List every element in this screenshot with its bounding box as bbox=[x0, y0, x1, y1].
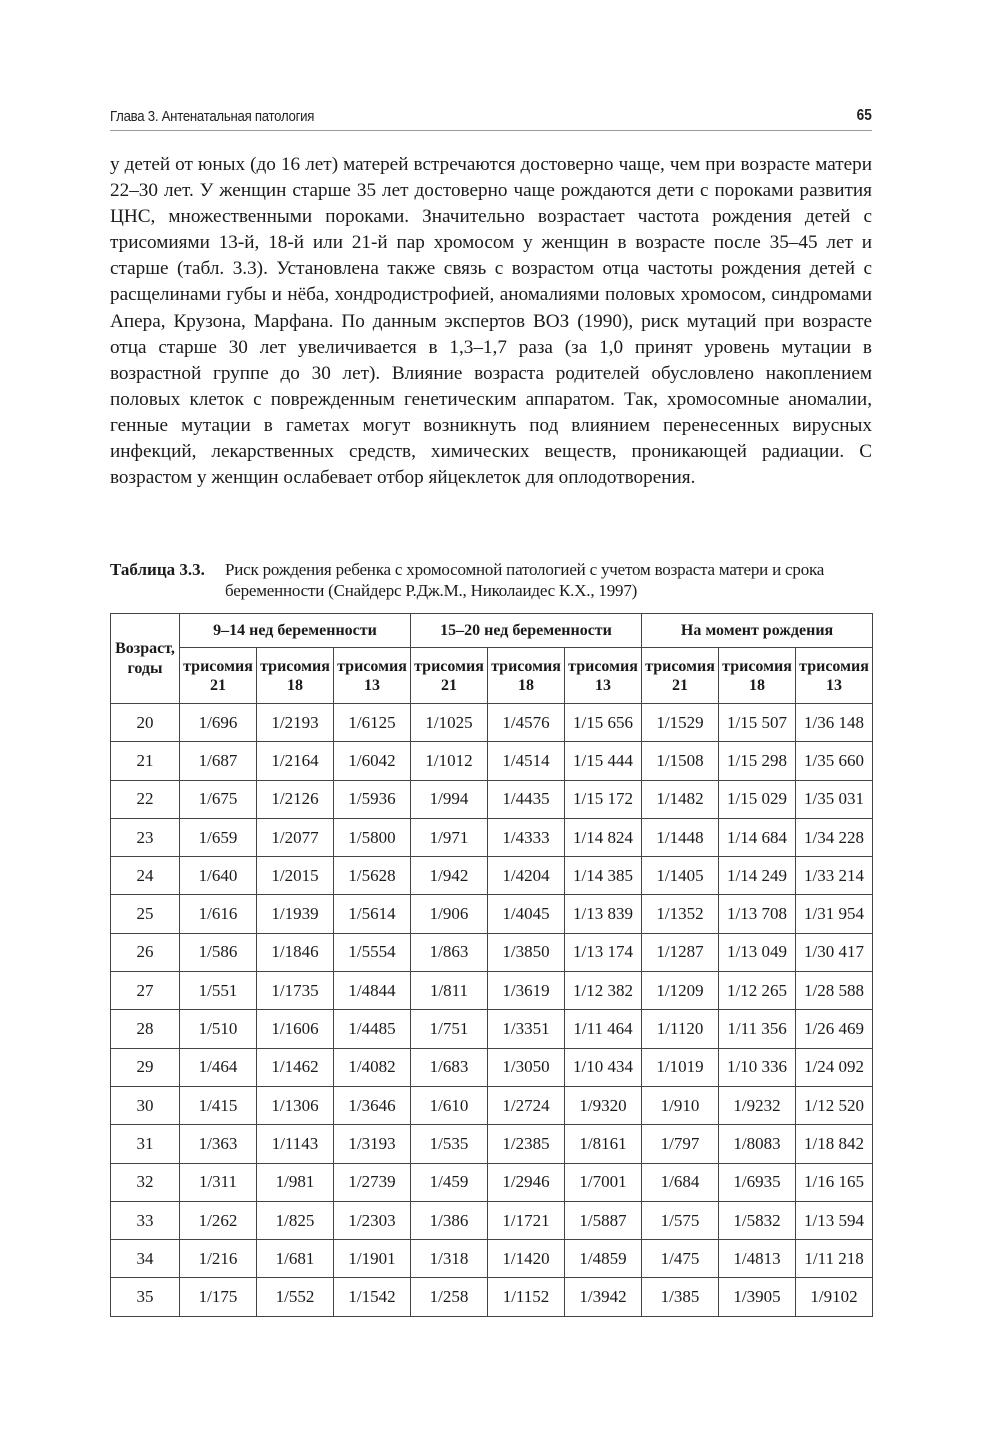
age-cell: 31 bbox=[111, 1125, 180, 1163]
risk-cell: 1/586 bbox=[180, 933, 257, 971]
risk-cell: 1/7001 bbox=[565, 1163, 642, 1201]
subheader: трисомия 18 bbox=[488, 648, 565, 704]
risk-cell: 1/1012 bbox=[411, 742, 488, 780]
risk-cell: 1/15 298 bbox=[719, 742, 796, 780]
risk-cell: 1/4045 bbox=[488, 895, 565, 933]
risk-cell: 1/13 594 bbox=[796, 1201, 873, 1239]
risk-cell: 1/14 385 bbox=[565, 857, 642, 895]
age-cell: 22 bbox=[111, 780, 180, 818]
age-cell: 25 bbox=[111, 895, 180, 933]
risk-cell: 1/4082 bbox=[334, 1048, 411, 1086]
group-header: 15–20 нед беременности bbox=[411, 614, 642, 648]
risk-cell: 1/971 bbox=[411, 818, 488, 856]
age-column-header: Возраст, годы bbox=[111, 614, 180, 704]
risk-cell: 1/1939 bbox=[257, 895, 334, 933]
risk-cell: 1/24 092 bbox=[796, 1048, 873, 1086]
risk-cell: 1/9320 bbox=[565, 1086, 642, 1124]
risk-cell: 1/2077 bbox=[257, 818, 334, 856]
age-cell: 27 bbox=[111, 972, 180, 1010]
risk-cell: 1/4859 bbox=[565, 1240, 642, 1278]
risk-cell: 1/464 bbox=[180, 1048, 257, 1086]
risk-cell: 1/751 bbox=[411, 1010, 488, 1048]
table-caption bbox=[110, 559, 872, 601]
risk-cell: 1/2739 bbox=[334, 1163, 411, 1201]
risk-cell: 1/510 bbox=[180, 1010, 257, 1048]
age-cell: 26 bbox=[111, 933, 180, 971]
table-row bbox=[111, 818, 873, 856]
table-row bbox=[111, 704, 873, 742]
risk-cell: 1/3905 bbox=[719, 1278, 796, 1316]
risk-cell: 1/3619 bbox=[488, 972, 565, 1010]
risk-cell: 1/610 bbox=[411, 1086, 488, 1124]
risk-cell: 1/13 708 bbox=[719, 895, 796, 933]
risk-cell: 1/415 bbox=[180, 1086, 257, 1124]
risk-cell: 1/318 bbox=[411, 1240, 488, 1278]
risk-cell: 1/1209 bbox=[642, 972, 719, 1010]
table-caption-label: Таблица 3.3. bbox=[110, 560, 205, 579]
table-row bbox=[111, 972, 873, 1010]
risk-cell: 1/30 417 bbox=[796, 933, 873, 971]
risk-cell: 1/15 507 bbox=[719, 704, 796, 742]
risk-cell: 1/15 172 bbox=[565, 780, 642, 818]
risk-cell: 1/4435 bbox=[488, 780, 565, 818]
table-row bbox=[111, 1125, 873, 1163]
risk-cell: 1/1721 bbox=[488, 1201, 565, 1239]
age-cell: 20 bbox=[111, 704, 180, 742]
risk-cell: 1/981 bbox=[257, 1163, 334, 1201]
risk-cell: 1/4485 bbox=[334, 1010, 411, 1048]
risk-cell: 1/2193 bbox=[257, 704, 334, 742]
risk-cell: 1/5800 bbox=[334, 818, 411, 856]
risk-cell: 1/3050 bbox=[488, 1048, 565, 1086]
subheader: трисомия 13 bbox=[565, 648, 642, 704]
risk-cell: 1/34 228 bbox=[796, 818, 873, 856]
risk-cell: 1/14 684 bbox=[719, 818, 796, 856]
group-header: На момент рождения bbox=[642, 614, 873, 648]
risk-cell: 1/475 bbox=[642, 1240, 719, 1278]
risk-cell: 1/6125 bbox=[334, 704, 411, 742]
risk-cell: 1/1462 bbox=[257, 1048, 334, 1086]
group-header: 9–14 нед беременности bbox=[180, 614, 411, 648]
risk-cell: 1/11 218 bbox=[796, 1240, 873, 1278]
risk-cell: 1/1352 bbox=[642, 895, 719, 933]
risk-cell: 1/551 bbox=[180, 972, 257, 1010]
risk-cell: 1/2015 bbox=[257, 857, 334, 895]
table-row bbox=[111, 1048, 873, 1086]
risk-cell: 1/1508 bbox=[642, 742, 719, 780]
risk-cell: 1/1448 bbox=[642, 818, 719, 856]
risk-cell: 1/1405 bbox=[642, 857, 719, 895]
risk-cell: 1/1306 bbox=[257, 1086, 334, 1124]
risk-cell: 1/9232 bbox=[719, 1086, 796, 1124]
table-row bbox=[111, 1201, 873, 1239]
subheader: трисомия 21 bbox=[642, 648, 719, 704]
risk-cell: 1/2164 bbox=[257, 742, 334, 780]
table-row bbox=[111, 857, 873, 895]
risk-cell: 1/1019 bbox=[642, 1048, 719, 1086]
risk-cell: 1/696 bbox=[180, 704, 257, 742]
risk-cell: 1/994 bbox=[411, 780, 488, 818]
risk-cell: 1/5628 bbox=[334, 857, 411, 895]
risk-table bbox=[110, 613, 873, 1317]
risk-cell: 1/6935 bbox=[719, 1163, 796, 1201]
risk-cell: 1/675 bbox=[180, 780, 257, 818]
risk-cell: 1/1152 bbox=[488, 1278, 565, 1316]
risk-cell: 1/906 bbox=[411, 895, 488, 933]
table-body bbox=[111, 704, 873, 1317]
table-row bbox=[111, 1010, 873, 1048]
table-row bbox=[111, 1240, 873, 1278]
risk-cell: 1/11 356 bbox=[719, 1010, 796, 1048]
risk-cell: 1/385 bbox=[642, 1278, 719, 1316]
risk-cell: 1/258 bbox=[411, 1278, 488, 1316]
subheader: трисомия 18 bbox=[719, 648, 796, 704]
age-cell: 29 bbox=[111, 1048, 180, 1086]
subheader: трисомия 21 bbox=[180, 648, 257, 704]
risk-cell: 1/1287 bbox=[642, 933, 719, 971]
table-row bbox=[111, 1086, 873, 1124]
risk-cell: 1/942 bbox=[411, 857, 488, 895]
risk-cell: 1/26 469 bbox=[796, 1010, 873, 1048]
risk-cell: 1/5887 bbox=[565, 1201, 642, 1239]
subheader: трисомия 21 bbox=[411, 648, 488, 704]
age-cell: 30 bbox=[111, 1086, 180, 1124]
risk-cell: 1/5936 bbox=[334, 780, 411, 818]
risk-cell: 1/3351 bbox=[488, 1010, 565, 1048]
risk-cell: 1/1606 bbox=[257, 1010, 334, 1048]
risk-cell: 1/3646 bbox=[334, 1086, 411, 1124]
risk-cell: 1/5832 bbox=[719, 1201, 796, 1239]
risk-cell: 1/15 444 bbox=[565, 742, 642, 780]
risk-cell: 1/13 049 bbox=[719, 933, 796, 971]
risk-cell: 1/459 bbox=[411, 1163, 488, 1201]
risk-cell: 1/1120 bbox=[642, 1010, 719, 1048]
subheader: трисомия 18 bbox=[257, 648, 334, 704]
risk-cell: 1/575 bbox=[642, 1201, 719, 1239]
age-cell: 34 bbox=[111, 1240, 180, 1278]
risk-cell: 1/35 031 bbox=[796, 780, 873, 818]
age-cell: 21 bbox=[111, 742, 180, 780]
risk-cell: 1/10 434 bbox=[565, 1048, 642, 1086]
table-row bbox=[111, 780, 873, 818]
risk-cell: 1/6042 bbox=[334, 742, 411, 780]
risk-cell: 1/12 265 bbox=[719, 972, 796, 1010]
risk-cell: 1/31 954 bbox=[796, 895, 873, 933]
risk-cell: 1/216 bbox=[180, 1240, 257, 1278]
risk-cell: 1/2724 bbox=[488, 1086, 565, 1124]
risk-cell: 1/552 bbox=[257, 1278, 334, 1316]
risk-cell: 1/5554 bbox=[334, 933, 411, 971]
page-number: 65 bbox=[856, 107, 872, 124]
risk-cell: 1/797 bbox=[642, 1125, 719, 1163]
risk-cell: 1/1846 bbox=[257, 933, 334, 971]
risk-cell: 1/910 bbox=[642, 1086, 719, 1124]
risk-cell: 1/1542 bbox=[334, 1278, 411, 1316]
risk-cell: 1/12 382 bbox=[565, 972, 642, 1010]
risk-cell: 1/13 174 bbox=[565, 933, 642, 971]
risk-cell: 1/1529 bbox=[642, 704, 719, 742]
risk-cell: 1/18 842 bbox=[796, 1125, 873, 1163]
risk-cell: 1/9102 bbox=[796, 1278, 873, 1316]
risk-cell: 1/175 bbox=[180, 1278, 257, 1316]
table-row bbox=[111, 895, 873, 933]
risk-cell: 1/1901 bbox=[334, 1240, 411, 1278]
age-cell: 23 bbox=[111, 818, 180, 856]
risk-cell: 1/4204 bbox=[488, 857, 565, 895]
risk-cell: 1/681 bbox=[257, 1240, 334, 1278]
age-cell: 28 bbox=[111, 1010, 180, 1048]
risk-cell: 1/616 bbox=[180, 895, 257, 933]
risk-cell: 1/1482 bbox=[642, 780, 719, 818]
risk-cell: 1/1143 bbox=[257, 1125, 334, 1163]
table-row bbox=[111, 742, 873, 780]
risk-cell: 1/863 bbox=[411, 933, 488, 971]
risk-cell: 1/15 656 bbox=[565, 704, 642, 742]
risk-cell: 1/36 148 bbox=[796, 704, 873, 742]
risk-cell: 1/825 bbox=[257, 1201, 334, 1239]
risk-cell: 1/2385 bbox=[488, 1125, 565, 1163]
table-row bbox=[111, 1163, 873, 1201]
risk-cell: 1/262 bbox=[180, 1201, 257, 1239]
risk-cell: 1/13 839 bbox=[565, 895, 642, 933]
risk-cell: 1/2126 bbox=[257, 780, 334, 818]
risk-cell: 1/10 336 bbox=[719, 1048, 796, 1086]
risk-cell: 1/363 bbox=[180, 1125, 257, 1163]
risk-cell: 1/687 bbox=[180, 742, 257, 780]
risk-cell: 1/8161 bbox=[565, 1125, 642, 1163]
table-caption-text: Риск рождения ребенка с хромосомной патологией с учетом возраста матери и срока беременности (Снайдерс Р.Дж.М., Николаидес К.Х., 1997) bbox=[225, 560, 825, 600]
subheader: трисомия 13 bbox=[334, 648, 411, 704]
risk-cell: 1/4844 bbox=[334, 972, 411, 1010]
risk-cell: 1/3942 bbox=[565, 1278, 642, 1316]
age-cell: 33 bbox=[111, 1201, 180, 1239]
risk-cell: 1/683 bbox=[411, 1048, 488, 1086]
table-row bbox=[111, 1278, 873, 1316]
risk-cell: 1/4333 bbox=[488, 818, 565, 856]
age-cell: 24 bbox=[111, 857, 180, 895]
risk-cell: 1/311 bbox=[180, 1163, 257, 1201]
risk-cell: 1/11 464 bbox=[565, 1010, 642, 1048]
risk-cell: 1/386 bbox=[411, 1201, 488, 1239]
risk-cell: 1/28 588 bbox=[796, 972, 873, 1010]
risk-cell: 1/16 165 bbox=[796, 1163, 873, 1201]
risk-cell: 1/684 bbox=[642, 1163, 719, 1201]
risk-cell: 1/33 214 bbox=[796, 857, 873, 895]
risk-cell: 1/659 bbox=[180, 818, 257, 856]
age-cell: 35 bbox=[111, 1278, 180, 1316]
risk-cell: 1/535 bbox=[411, 1125, 488, 1163]
risk-cell: 1/3850 bbox=[488, 933, 565, 971]
age-cell: 32 bbox=[111, 1163, 180, 1201]
chapter-title: Глава 3. Антенатальная патология bbox=[110, 108, 315, 125]
risk-cell: 1/5614 bbox=[334, 895, 411, 933]
risk-cell: 1/1025 bbox=[411, 704, 488, 742]
risk-cell: 1/1420 bbox=[488, 1240, 565, 1278]
body-paragraph: у детей от юных (до 16 лет) матерей встречаются достоверно чаще, чем при возрасте матери 22–30 лет. У женщин старше 35 лет достоверно чаще рождаются дети с пороками развития ЦНС, множественными пороками. Значительно возрастает частота рождения детей с трисомиями 13-й, 18-й или 21-й пар хромосом у женщин в возрасте после 35–45 лет и старше (табл. 3.3). Установлена также связь с возрастом отца частоты рождения детей с расщелинами губы и нёба, хондродистрофией, аномалиями половых хромосом, синдромами Апера, Крузона, Марфана. По данным экспертов ВОЗ (1990), риск мутаций при возрасте отца старше 30 лет увеличивается в 1,3–1,7 раза (за 1,0 принят уровень мутации в возрастной группе до 30 лет). Влияние возраста родителей обусловлено накоплением половых клеток с поврежденным генетическим аппаратом. Так, хромосомные аномалии, генные мутации в гаметах могут возникнуть под влиянием перенесенных вирусных инфекций, лекарственных средств, химических веществ, проникающей радиации. С возрастом у женщин ослабевает отбор яйцеклеток для оплодотворения. bbox=[110, 154, 872, 489]
risk-cell: 1/640 bbox=[180, 857, 257, 895]
table-row bbox=[111, 933, 873, 971]
risk-cell: 1/1735 bbox=[257, 972, 334, 1010]
risk-cell: 1/4576 bbox=[488, 704, 565, 742]
risk-cell: 1/8083 bbox=[719, 1125, 796, 1163]
risk-cell: 1/2946 bbox=[488, 1163, 565, 1201]
risk-cell: 1/14 824 bbox=[565, 818, 642, 856]
risk-cell: 1/3193 bbox=[334, 1125, 411, 1163]
risk-cell: 1/14 249 bbox=[719, 857, 796, 895]
running-head bbox=[110, 106, 872, 131]
risk-cell: 1/4813 bbox=[719, 1240, 796, 1278]
risk-cell: 1/15 029 bbox=[719, 780, 796, 818]
risk-cell: 1/4514 bbox=[488, 742, 565, 780]
risk-cell: 1/2303 bbox=[334, 1201, 411, 1239]
risk-cell: 1/12 520 bbox=[796, 1086, 873, 1124]
risk-cell: 1/811 bbox=[411, 972, 488, 1010]
risk-cell: 1/35 660 bbox=[796, 742, 873, 780]
subheader: трисомия 13 bbox=[796, 648, 873, 704]
